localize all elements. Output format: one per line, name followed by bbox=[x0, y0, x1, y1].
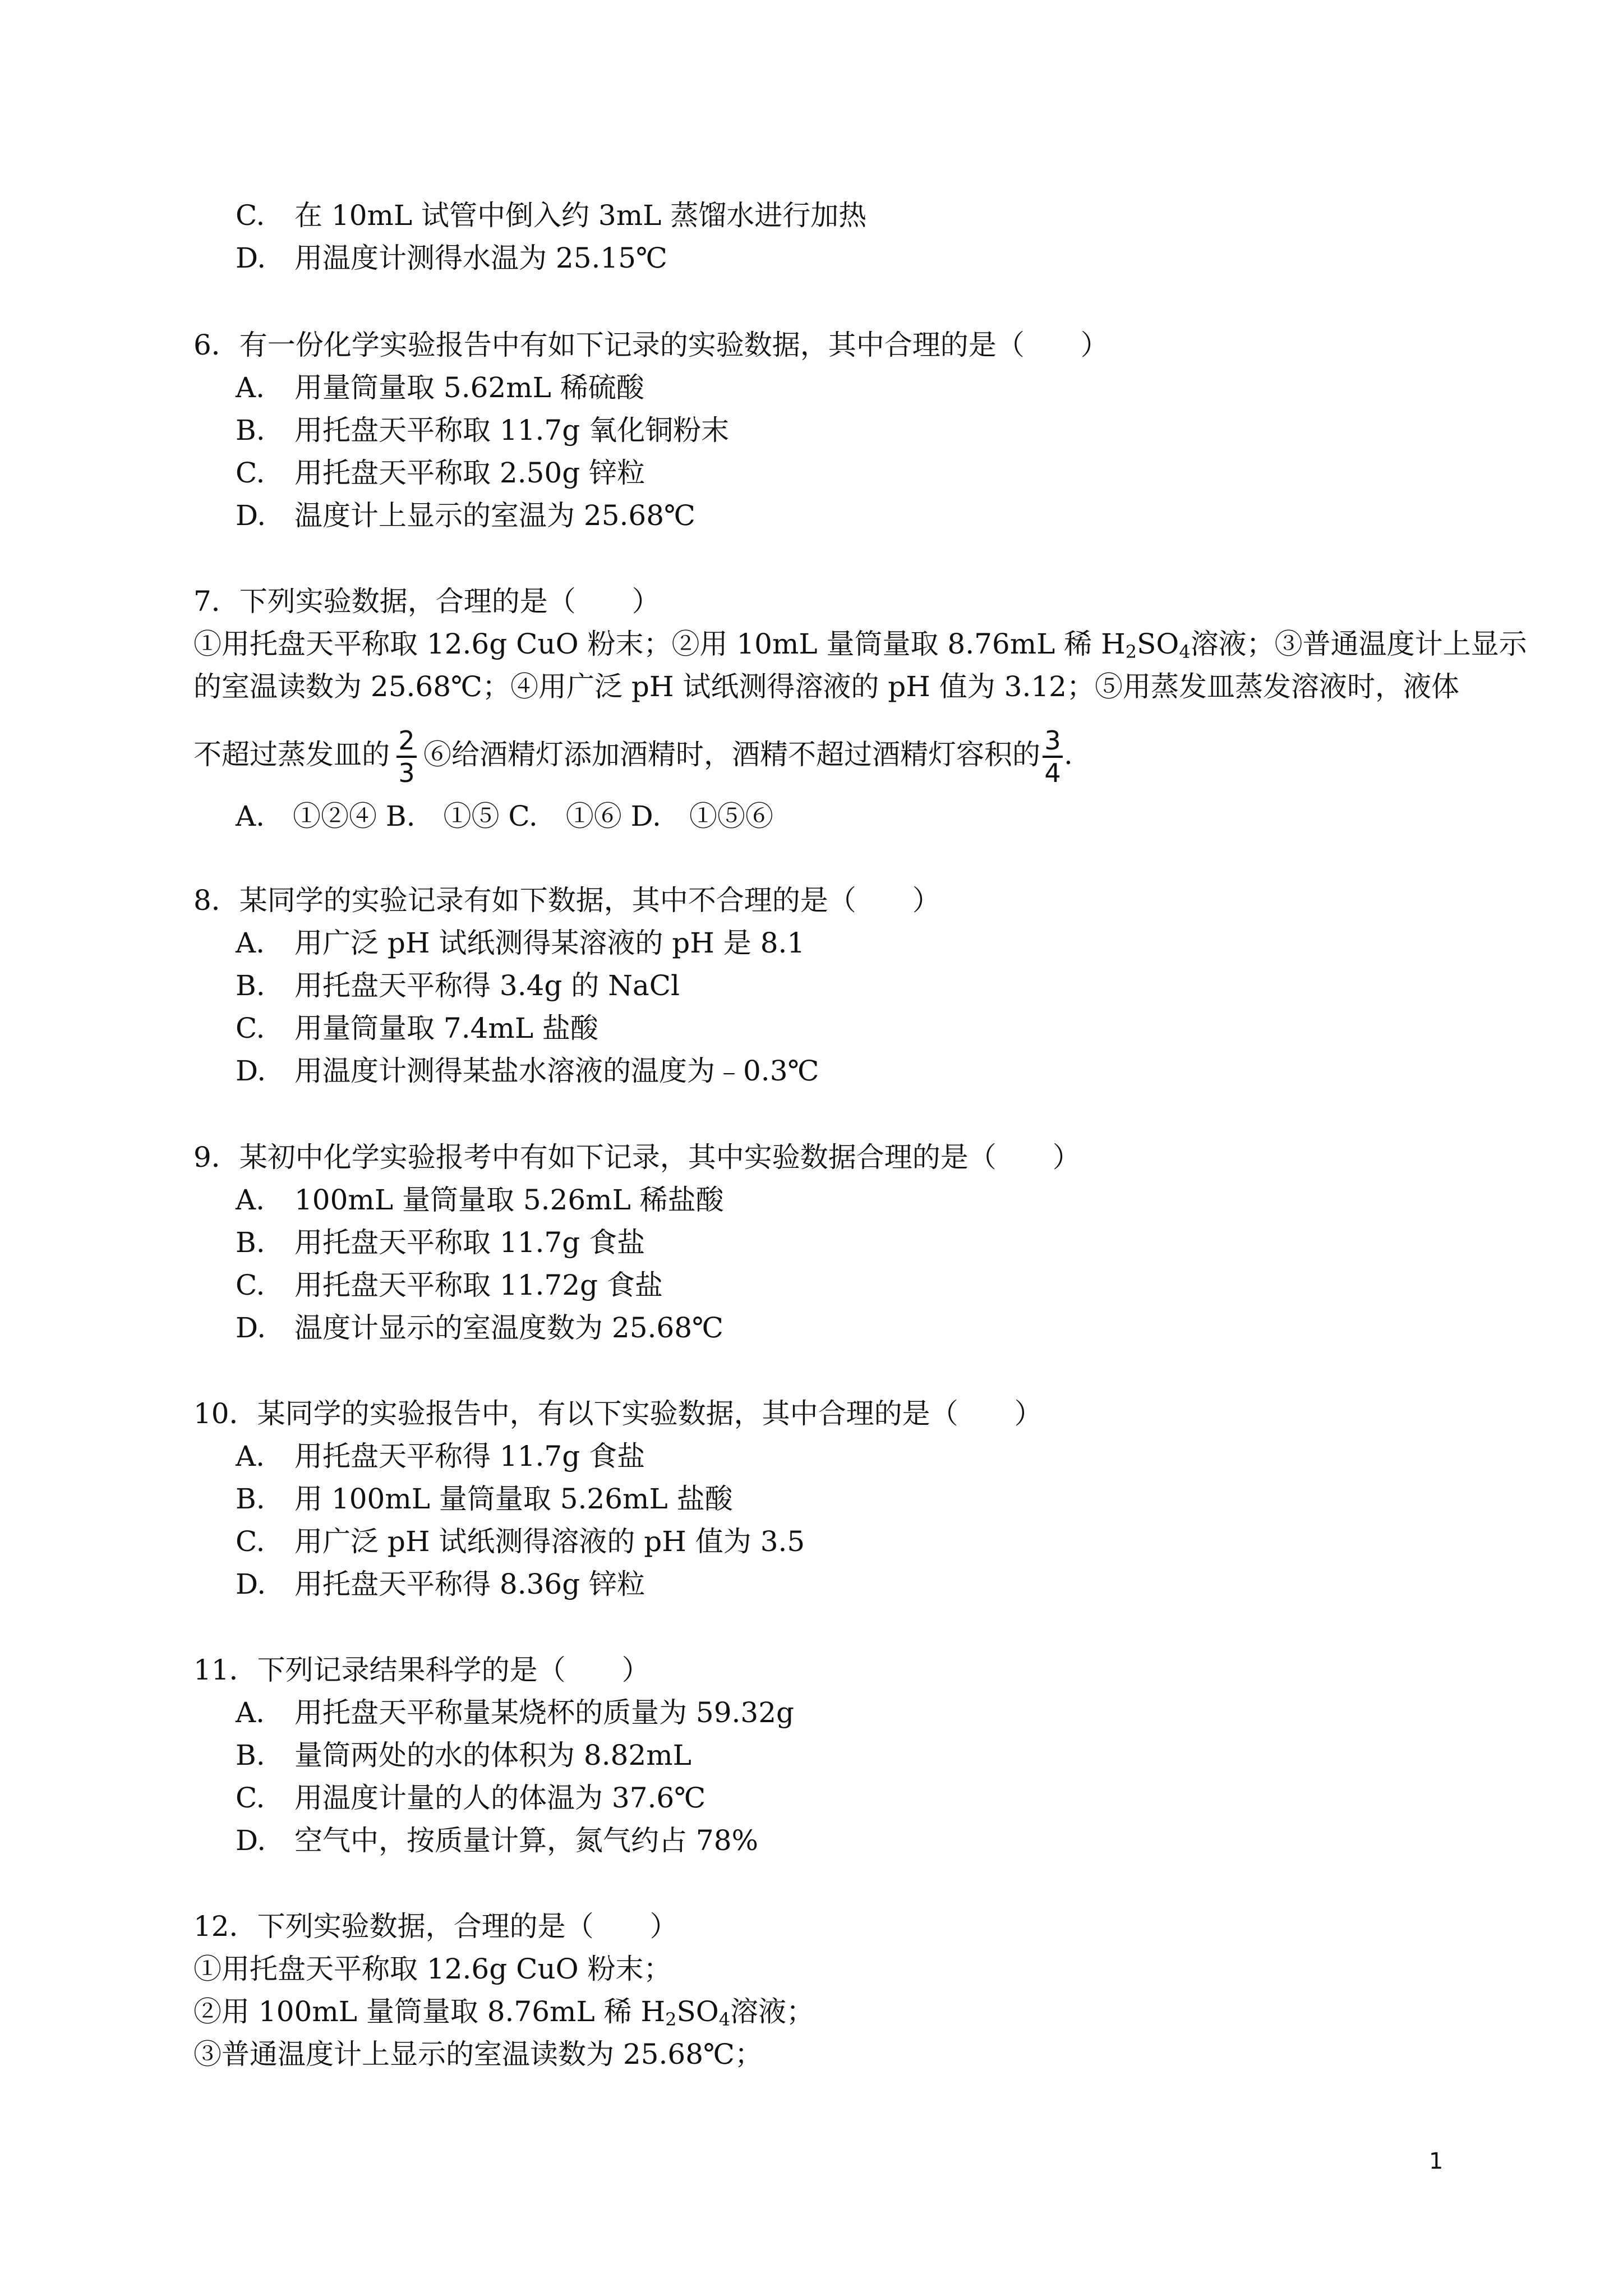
option-text: 用托盘天平称得 8.36g 锌粒 bbox=[294, 1568, 645, 1600]
fraction-numerator: 3 bbox=[1044, 725, 1061, 756]
fraction-denominator: 3 bbox=[398, 758, 415, 788]
option-text: 100mL 量筒量取 5.26mL 稀盐酸 bbox=[294, 1184, 724, 1216]
option-text: 用托盘天平称取 11.7g 氧化铜粉末 bbox=[294, 414, 730, 447]
q11-option-a bbox=[236, 1695, 794, 1731]
fraction-three-quarters bbox=[1043, 727, 1063, 786]
option-label: D. bbox=[236, 499, 266, 532]
q8-option-d bbox=[236, 1053, 819, 1089]
option-text: 用温度计测得水温为 25.15℃ bbox=[294, 242, 667, 274]
q7-text: ①用托盘天平称取 12.6g CuO 粉末；②用 10mL 量筒量取 8.76mL 稀 H bbox=[193, 628, 1126, 660]
fraction-two-thirds bbox=[396, 727, 417, 786]
option-label: B. bbox=[236, 1483, 265, 1515]
q7-text: ⑥给酒精灯添加酒精时，酒精不超过酒精灯容积的 bbox=[423, 738, 1040, 771]
q12-stem: 12．下列实验数据，合理的是（ ） bbox=[193, 1910, 678, 1943]
q7-answers: A. ①②④ B. ①⑤ C. ①⑥ D. ①⑤⑥ bbox=[236, 800, 773, 832]
option-text: 用广泛 pH 试纸测得某溶液的 pH 是 8.1 bbox=[294, 927, 805, 959]
option-label: D. bbox=[236, 1312, 266, 1344]
option-label: C. bbox=[236, 1012, 265, 1045]
option-text: 温度计显示的室温度数为 25.68℃ bbox=[294, 1312, 723, 1344]
q7-body-line-3 bbox=[193, 727, 1073, 786]
q9-option-d bbox=[236, 1310, 723, 1346]
q6-option-a bbox=[236, 370, 644, 406]
option-label: D. bbox=[236, 1568, 266, 1600]
q7-text: 不超过蒸发皿的 bbox=[193, 738, 390, 771]
q11-option-d bbox=[236, 1823, 758, 1858]
option-text: 用量筒量取 5.62mL 稀硫酸 bbox=[294, 371, 644, 404]
fraction-numerator: 2 bbox=[398, 725, 415, 756]
option-text: 用广泛 pH 试纸测得溶液的 pH 值为 3.5 bbox=[294, 1525, 805, 1558]
q5-option-c bbox=[236, 197, 866, 233]
q12-item-3: ③普通温度计上显示的室温读数为 25.68℃； bbox=[193, 2038, 763, 2070]
option-text: 用托盘天平称取 2.50g 锌粒 bbox=[294, 457, 645, 489]
option-text: 用托盘天平称取 11.72g 食盐 bbox=[294, 1269, 663, 1301]
page-number: 1 bbox=[1429, 2148, 1444, 2174]
option-label: B. bbox=[236, 414, 265, 447]
q9-option-c bbox=[236, 1267, 663, 1303]
option-label: C. bbox=[236, 1782, 265, 1814]
q11-option-c bbox=[236, 1780, 706, 1816]
option-label: B. bbox=[236, 969, 265, 1002]
q10-option-a bbox=[236, 1438, 645, 1474]
q10-option-b bbox=[236, 1481, 733, 1517]
q6-option-c bbox=[236, 455, 645, 491]
option-label: A. bbox=[236, 927, 265, 959]
option-text: 量筒两处的水的体积为 8.82mL bbox=[294, 1739, 691, 1772]
option-label: C. bbox=[236, 1269, 265, 1301]
option-label: A. bbox=[236, 1184, 265, 1216]
q6-stem: 6．有一份化学实验报告中有如下记录的实验数据，其中合理的是（ ） bbox=[193, 329, 1109, 361]
option-label: C. bbox=[236, 199, 265, 232]
q10-option-d bbox=[236, 1566, 645, 1602]
option-label: D. bbox=[236, 1055, 266, 1087]
option-label: D. bbox=[236, 242, 266, 274]
option-text: 用托盘天平称得 11.7g 食盐 bbox=[294, 1440, 645, 1473]
q9-option-b bbox=[236, 1225, 645, 1260]
q7-body-line-2: 的室温读数为 25.68℃；④用广泛 pH 试纸测得溶液的 pH 值为 3.12；⑤用蒸发皿蒸发溶液时，液体 bbox=[193, 670, 1459, 703]
option-label: B. bbox=[236, 1226, 265, 1259]
q5-option-d bbox=[236, 240, 667, 276]
q6-option-d bbox=[236, 498, 695, 533]
option-text: 空气中，按质量计算，氮气约占 78% bbox=[294, 1824, 759, 1857]
option-text: 用量筒量取 7.4mL 盐酸 bbox=[294, 1012, 598, 1045]
option-label: C. bbox=[236, 457, 265, 489]
option-label: D. bbox=[236, 1824, 266, 1857]
q8-option-c bbox=[236, 1010, 598, 1046]
option-text: 用 100mL 量筒量取 5.26mL 盐酸 bbox=[294, 1483, 733, 1515]
subscript: 2 bbox=[1125, 641, 1137, 662]
option-label: A. bbox=[236, 371, 265, 404]
fraction-denominator: 4 bbox=[1044, 758, 1061, 788]
q8-option-a bbox=[236, 925, 805, 961]
option-text: 用托盘天平称量某烧杯的质量为 59.32g bbox=[294, 1696, 795, 1729]
q6-option-b bbox=[236, 412, 729, 448]
q12-text: 溶液； bbox=[730, 1995, 815, 2028]
q12-text: SO bbox=[676, 1995, 719, 2028]
option-text: 温度计上显示的室温为 25.68℃ bbox=[294, 499, 695, 532]
q9-stem: 9．某初中化学实验报考中有如下记录，其中实验数据合理的是（ ） bbox=[193, 1141, 1081, 1174]
q12-item-2 bbox=[193, 1994, 814, 2037]
option-text: 用托盘天平称取 11.7g 食盐 bbox=[294, 1226, 645, 1259]
q8-stem: 8．某同学的实验记录有如下数据，其中不合理的是（ ） bbox=[193, 884, 940, 917]
q7-stem: 7．下列实验数据，合理的是（ ） bbox=[193, 585, 660, 618]
option-text: 用托盘天平称得 3.4g 的 NaCl bbox=[294, 969, 680, 1002]
option-label: A. bbox=[236, 1440, 265, 1473]
q11-stem: 11．下列记录结果科学的是（ ） bbox=[193, 1654, 650, 1686]
subscript: 4 bbox=[1179, 641, 1191, 662]
q7-body-line-1 bbox=[193, 626, 1527, 670]
option-text: 用温度计量的人的体温为 37.6℃ bbox=[294, 1782, 706, 1814]
option-text: 在 10mL 试管中倒入约 3mL 蒸馏水进行加热 bbox=[294, 199, 867, 232]
option-text: 用温度计测得某盐水溶液的温度为﹣0.3℃ bbox=[294, 1055, 819, 1087]
q8-option-b bbox=[236, 968, 680, 1004]
q7-text: 溶液；③普通温度计上显示 bbox=[1190, 628, 1527, 660]
subscript: 2 bbox=[665, 2009, 677, 2030]
q12-item-1: ①用托盘天平称取 12.6g CuO 粉末； bbox=[193, 1953, 672, 1985]
option-label: C. bbox=[236, 1525, 265, 1558]
q9-option-a bbox=[236, 1182, 724, 1218]
q7-text: SO bbox=[1137, 628, 1179, 660]
q11-option-b bbox=[236, 1737, 691, 1773]
option-label: B. bbox=[236, 1739, 265, 1772]
subscript: 4 bbox=[718, 2009, 731, 2030]
q12-text: ②用 100mL 量筒量取 8.76mL 稀 H bbox=[193, 1995, 666, 2028]
q10-stem: 10．某同学的实验报告中，有以下实验数据，其中合理的是（ ） bbox=[193, 1397, 1043, 1430]
option-label: A. bbox=[236, 1696, 265, 1729]
q7-text: . bbox=[1064, 738, 1073, 771]
q10-option-c bbox=[236, 1524, 805, 1559]
